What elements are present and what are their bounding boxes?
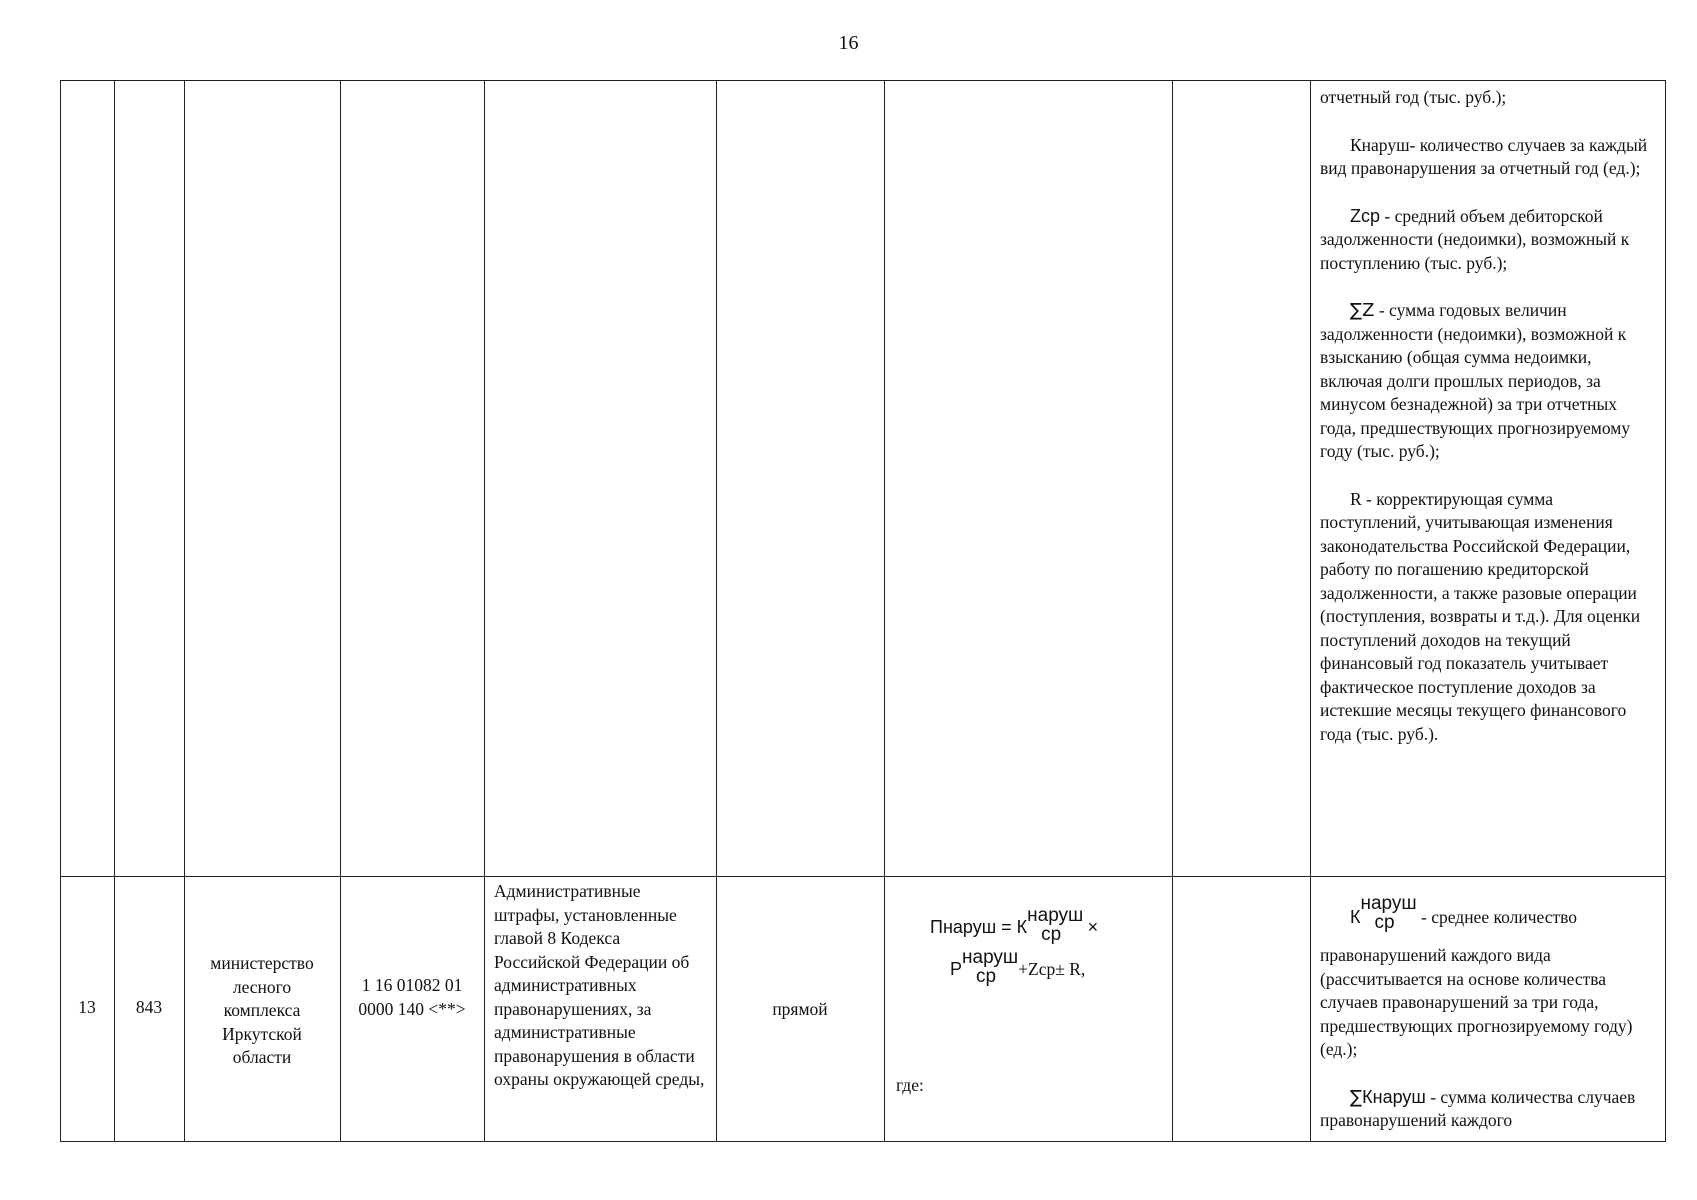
row13-description: Кнаруш ср - среднее количество правонарушений каждого вида (рассчитывается на основе количества случаев правонарушений за три года, предшествующих прогнозируемому году) (ед.); ∑Кнаруш - сумма количества случаев правонарушений каждого (1320, 893, 1636, 1130)
description-paragraph: R - корректирующая сумма поступлений, учитывающая изменения законодательства Российской Федерации, работу по погашению кредиторской задолженности, а также разовые операции (поступления, возвраты и т.д.). Для оценки поступлений доходов на текущий финансовый год показатель учитывает фактическое поступление доходов за истекшие месяцы текущего финансового года (тыс. руб.). (1320, 488, 1641, 744)
description-paragraph: отчетный год (тыс. руб.); (1320, 87, 1507, 107)
where-label: где: (896, 1075, 924, 1095)
description-paragraph: Кнаруш- количество случаев за каждый вид правонарушения за отчетный год (ед.); (1320, 134, 1648, 178)
column-divider (884, 80, 885, 1142)
description-paragraph: ∑Z - сумма годовых величин задолженности (недоимки), возможной к взысканию (общая сумма недоимки, включая долги прошлых периодов, за минусом безнадежной) за три отчетных года, предшествующих прогнозируемому году (тыс. руб.); (1320, 300, 1631, 461)
page-number: 16 (838, 32, 859, 54)
column-divider (184, 80, 185, 1142)
revenue-name: Административные штрафы, установленные главой 8 Кодекса Российской Федерации об административных правонарушениях, за административные правонарушения в области охраны окружающей среды, (494, 881, 705, 1089)
column-divider (484, 80, 485, 1142)
admin-code: 843 (135, 997, 163, 1017)
column-divider (1310, 80, 1311, 1142)
row-number: 13 (78, 997, 96, 1017)
calculation-method: прямой (772, 999, 828, 1019)
column-divider (716, 80, 717, 1142)
kbk-code: 1 16 01082 01 0000 140 <**> (358, 975, 466, 1019)
row-divider (60, 876, 1666, 877)
sum-z-symbol: ∑Z (1350, 300, 1375, 321)
description-paragraph: Zср - средний объем дебиторской задолженности (недоимки), возможный к поступлению (тыс. руб.); (1320, 205, 1630, 273)
administrator-name: министерство лесного комплекса Иркутской области (210, 953, 314, 1067)
column-divider (340, 80, 341, 1142)
formula (930, 905, 1170, 996)
zcp-symbol: Zср (1350, 205, 1381, 226)
column-divider (1172, 80, 1173, 1142)
formula-line-2: Рнаруш ср +Zср± R, (950, 947, 1086, 987)
top-description-cell (1320, 86, 1655, 770)
formula-line-1: Пнаруш = Кнаруш ср × (930, 905, 1099, 945)
column-divider (114, 80, 115, 1142)
